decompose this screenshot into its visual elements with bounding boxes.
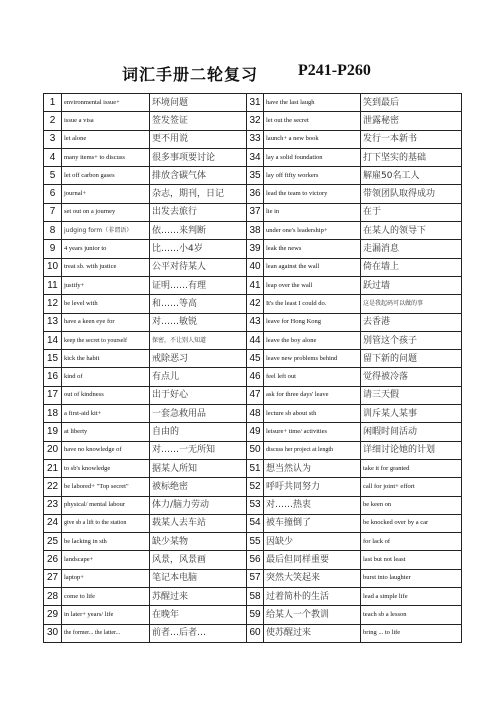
meaning-left: 环境问题 <box>150 94 247 112</box>
meaning-left: 苏醒过来 <box>150 588 247 606</box>
phrase-right: launch+ a new book <box>264 130 361 148</box>
row-number-right: 46 <box>247 368 264 386</box>
row-number-right: 48 <box>247 405 264 423</box>
row-number-left: 30 <box>44 624 62 642</box>
row-number-left: 28 <box>44 588 62 606</box>
meaning-right: 详细讨论她的计划 <box>361 441 462 459</box>
row-number-right: 53 <box>247 496 264 514</box>
phrase-left: environmental issue+ <box>62 94 150 112</box>
row-number-left: 20 <box>44 441 62 459</box>
phrase-right: 呼吁共同努力 <box>264 478 361 496</box>
table-row <box>44 130 462 148</box>
meaning-left: 更不用说 <box>150 130 247 148</box>
phrase-right: 因缺少 <box>264 533 361 551</box>
meaning-left: 比……小4岁 <box>150 240 247 258</box>
table-row <box>44 441 462 459</box>
table-row <box>44 588 462 606</box>
phrase-left: let off carbon gases <box>62 167 150 185</box>
meaning-right: 训斥某人某事 <box>361 405 462 423</box>
meaning-right: 解雇50名工人 <box>361 167 462 185</box>
row-number-left: 13 <box>44 313 62 331</box>
meaning-left: 前者…后者… <box>150 624 247 642</box>
table-row <box>44 203 462 221</box>
row-number-left: 15 <box>44 350 62 368</box>
phrase-right: 想当然认为 <box>264 459 361 477</box>
row-number-left: 4 <box>44 148 62 166</box>
table-row <box>44 478 462 496</box>
title-main: 词汇手册二轮复习 <box>122 65 259 84</box>
row-number-left: 9 <box>44 240 62 258</box>
row-number-left: 25 <box>44 533 62 551</box>
phrase-right: leisure+ time/ activities <box>264 423 361 441</box>
meaning-right: 这是我起码可以做的事 <box>361 295 462 313</box>
row-number-left: 21 <box>44 459 62 477</box>
meaning-right: 泄露秘密 <box>361 112 462 130</box>
meaning-left: 和……等高 <box>150 295 247 313</box>
table-row <box>44 514 462 532</box>
meaning-right: 倚在墙上 <box>361 258 462 276</box>
meaning-left: 对……一无所知 <box>150 441 247 459</box>
meaning-right: 在于 <box>361 203 462 221</box>
row-number-left: 7 <box>44 203 62 221</box>
row-number-right: 58 <box>247 588 264 606</box>
row-number-right: 42 <box>247 295 264 313</box>
phrase-left: the former... the latter... <box>62 624 150 642</box>
row-number-right: 45 <box>247 350 264 368</box>
row-number-right: 57 <box>247 569 264 587</box>
meaning-right: call for joint+ effort <box>361 478 462 496</box>
meaning-right: 发行一本新书 <box>361 130 462 148</box>
title-pages: P241-P260 <box>298 62 371 79</box>
phrase-right: lie in <box>264 203 361 221</box>
phrase-left: justify+ <box>62 276 150 294</box>
row-number-left: 24 <box>44 514 62 532</box>
table-row <box>44 148 462 166</box>
meaning-left: 自由的 <box>150 423 247 441</box>
phrase-right: leave new problems behind <box>264 350 361 368</box>
row-number-right: 34 <box>247 148 264 166</box>
phrase-right: 最后但同样重要 <box>264 551 361 569</box>
meaning-right: for lack of <box>361 533 462 551</box>
phrase-left: out of kindness <box>62 386 150 404</box>
phrase-left: let alone <box>62 130 150 148</box>
row-number-right: 33 <box>247 130 264 148</box>
table-row <box>44 240 462 258</box>
meaning-right: lead a simple life <box>361 588 462 606</box>
row-number-right: 55 <box>247 533 264 551</box>
phrase-right: 给某人一个教训 <box>264 606 361 624</box>
phrase-right: leap over the wall <box>264 276 361 294</box>
table-row <box>44 551 462 569</box>
table-row <box>44 569 462 587</box>
table-row <box>44 295 462 313</box>
phrase-left: judging form（非谓语） <box>62 222 150 240</box>
meaning-right: 在某人的领导下 <box>361 222 462 240</box>
meaning-right: 闲暇时间活动 <box>361 423 462 441</box>
meaning-right: be knocked over by a car <box>361 514 462 532</box>
phrase-left: issue a visa <box>62 112 150 130</box>
row-number-right: 31 <box>247 94 264 112</box>
table-row <box>44 185 462 203</box>
meaning-right: 带领团队取得成功 <box>361 185 462 203</box>
phrase-left: many items+ to discuss <box>62 148 150 166</box>
phrase-right: 被车撞倒了 <box>264 514 361 532</box>
phrase-left: at liberty <box>62 423 150 441</box>
phrase-right: let out the secret <box>264 112 361 130</box>
row-number-left: 12 <box>44 295 62 313</box>
row-number-left: 6 <box>44 185 62 203</box>
meaning-left: 出发去旅行 <box>150 203 247 221</box>
table-row <box>44 94 462 112</box>
meaning-right: 觉得被冷落 <box>361 368 462 386</box>
row-number-left: 26 <box>44 551 62 569</box>
row-number-right: 39 <box>247 240 264 258</box>
meaning-left: 对……敏锐 <box>150 313 247 331</box>
meaning-right: 走漏消息 <box>361 240 462 258</box>
phrase-right: feel left out <box>264 368 361 386</box>
meaning-left: 依……来判断 <box>150 222 247 240</box>
phrase-left: laptop+ <box>62 569 150 587</box>
meaning-right: 笑到最后 <box>361 94 462 112</box>
row-number-left: 10 <box>44 258 62 276</box>
phrase-right: lead the team to victory <box>264 185 361 203</box>
phrase-right: leak the news <box>264 240 361 258</box>
phrase-right: leave for Hong Kong <box>264 313 361 331</box>
meaning-right: bring ... to life <box>361 624 462 642</box>
meaning-right: 别管这个孩子 <box>361 331 462 349</box>
phrase-right: lay off fifty workers <box>264 167 361 185</box>
row-number-left: 2 <box>44 112 62 130</box>
meaning-right: 留下新的问题 <box>361 350 462 368</box>
row-number-left: 19 <box>44 423 62 441</box>
row-number-right: 60 <box>247 624 264 642</box>
meaning-left: 保密，不让别人知道 <box>150 331 247 349</box>
phrase-left: be labored+ "Top secret" <box>62 478 150 496</box>
table-row <box>44 423 462 441</box>
meaning-left: 证明……有理 <box>150 276 247 294</box>
table-row <box>44 606 462 624</box>
meaning-left: 戒除恶习 <box>150 350 247 368</box>
table-row <box>44 624 462 642</box>
row-number-right: 38 <box>247 222 264 240</box>
phrase-right: under one's leadership+ <box>264 222 361 240</box>
table-row <box>44 405 462 423</box>
table-row <box>44 276 462 294</box>
row-number-left: 16 <box>44 368 62 386</box>
meaning-left: 载某人去车站 <box>150 514 247 532</box>
phrase-right: discuss her project at length <box>264 441 361 459</box>
row-number-left: 11 <box>44 276 62 294</box>
row-number-right: 37 <box>247 203 264 221</box>
row-number-right: 41 <box>247 276 264 294</box>
meaning-left: 排放含碳气体 <box>150 167 247 185</box>
phrase-left: landscape+ <box>62 551 150 569</box>
table-row <box>44 258 462 276</box>
row-number-left: 8 <box>44 222 62 240</box>
phrase-left: be level with <box>62 295 150 313</box>
phrase-right: have the last laugh <box>264 94 361 112</box>
phrase-left: journal+ <box>62 185 150 203</box>
meaning-left: 出于好心 <box>150 386 247 404</box>
row-number-right: 49 <box>247 423 264 441</box>
meaning-left: 风景，风景画 <box>150 551 247 569</box>
row-number-right: 44 <box>247 331 264 349</box>
phrase-left: kick the habit <box>62 350 150 368</box>
phrase-left: have a keen eye for <box>62 313 150 331</box>
phrase-left: in later+ years/ life <box>62 606 150 624</box>
row-number-right: 40 <box>247 258 264 276</box>
phrase-right: lean against the wall <box>264 258 361 276</box>
row-number-left: 22 <box>44 478 62 496</box>
table-row <box>44 112 462 130</box>
meaning-left: 很多事项要讨论 <box>150 148 247 166</box>
meaning-left: 公平对待某人 <box>150 258 247 276</box>
phrase-right: leave the boy alone <box>264 331 361 349</box>
row-number-left: 3 <box>44 130 62 148</box>
row-number-right: 56 <box>247 551 264 569</box>
phrase-right: 突然大笑起来 <box>264 569 361 587</box>
meaning-right: be keen on <box>361 496 462 514</box>
phrase-right: 对……热衷 <box>264 496 361 514</box>
table-row <box>44 350 462 368</box>
row-number-left: 5 <box>44 167 62 185</box>
table-row <box>44 313 462 331</box>
row-number-left: 23 <box>44 496 62 514</box>
table-row <box>44 368 462 386</box>
row-number-left: 27 <box>44 569 62 587</box>
row-number-right: 54 <box>247 514 264 532</box>
phrase-left: kind of <box>62 368 150 386</box>
row-number-left: 18 <box>44 405 62 423</box>
row-number-right: 32 <box>247 112 264 130</box>
row-number-right: 51 <box>247 459 264 477</box>
phrase-left: 4 years junior to <box>62 240 150 258</box>
table-row <box>44 386 462 404</box>
row-number-left: 17 <box>44 386 62 404</box>
phrase-left: come to life <box>62 588 150 606</box>
phrase-right: ask for three days' leave <box>264 386 361 404</box>
meaning-right: 跃过墙 <box>361 276 462 294</box>
row-number-right: 47 <box>247 386 264 404</box>
vocab-table <box>43 93 462 643</box>
table-row <box>44 331 462 349</box>
row-number-left: 29 <box>44 606 62 624</box>
row-number-right: 50 <box>247 441 264 459</box>
row-number-left: 14 <box>44 331 62 349</box>
phrase-right: It's the least I could do. <box>264 295 361 313</box>
table-row <box>44 167 462 185</box>
meaning-left: 体力/脑力劳动 <box>150 496 247 514</box>
row-number-left: 1 <box>44 94 62 112</box>
meaning-left: 杂志，期刊，日记 <box>150 185 247 203</box>
row-number-right: 43 <box>247 313 264 331</box>
page-title <box>0 62 496 86</box>
meaning-left: 笔记本电脑 <box>150 569 247 587</box>
table-row <box>44 496 462 514</box>
phrase-right: 使苏醒过来 <box>264 624 361 642</box>
meaning-left: 签发签证 <box>150 112 247 130</box>
meaning-right: take it for granted <box>361 459 462 477</box>
phrase-left: a first-aid kit+ <box>62 405 150 423</box>
row-number-right: 36 <box>247 185 264 203</box>
table-row <box>44 533 462 551</box>
phrase-left: have no knowledge of <box>62 441 150 459</box>
meaning-left: 在晚年 <box>150 606 247 624</box>
meaning-right: 请三天假 <box>361 386 462 404</box>
meaning-right: teach sb a lesson <box>361 606 462 624</box>
meaning-right: 去香港 <box>361 313 462 331</box>
vocab-table-body <box>44 94 462 643</box>
meaning-left: 一套急救用品 <box>150 405 247 423</box>
row-number-right: 52 <box>247 478 264 496</box>
table-row <box>44 222 462 240</box>
meaning-left: 据某人所知 <box>150 459 247 477</box>
meaning-right: burst into laughter <box>361 569 462 587</box>
meaning-right: 打下坚实的基础 <box>361 148 462 166</box>
phrase-left: keep the secret to yourself <box>62 331 150 349</box>
table-row <box>44 459 462 477</box>
meaning-left: 被标绝密 <box>150 478 247 496</box>
row-number-right: 59 <box>247 606 264 624</box>
row-number-right: 35 <box>247 167 264 185</box>
phrase-left: give sb a lift to the station <box>62 514 150 532</box>
meaning-left: 缺少某物 <box>150 533 247 551</box>
phrase-left: set out on a journey <box>62 203 150 221</box>
phrase-left: be lacking in sth <box>62 533 150 551</box>
phrase-left: to sb's knowledge <box>62 459 150 477</box>
meaning-left: 有点儿 <box>150 368 247 386</box>
meaning-right: last but not least <box>361 551 462 569</box>
phrase-left: treat sb. with justice <box>62 258 150 276</box>
phrase-right: lecture sb about sth <box>264 405 361 423</box>
phrase-left: physical/ mental labour <box>62 496 150 514</box>
phrase-right: 过着简朴的生活 <box>264 588 361 606</box>
phrase-right: lay a solid foundation <box>264 148 361 166</box>
